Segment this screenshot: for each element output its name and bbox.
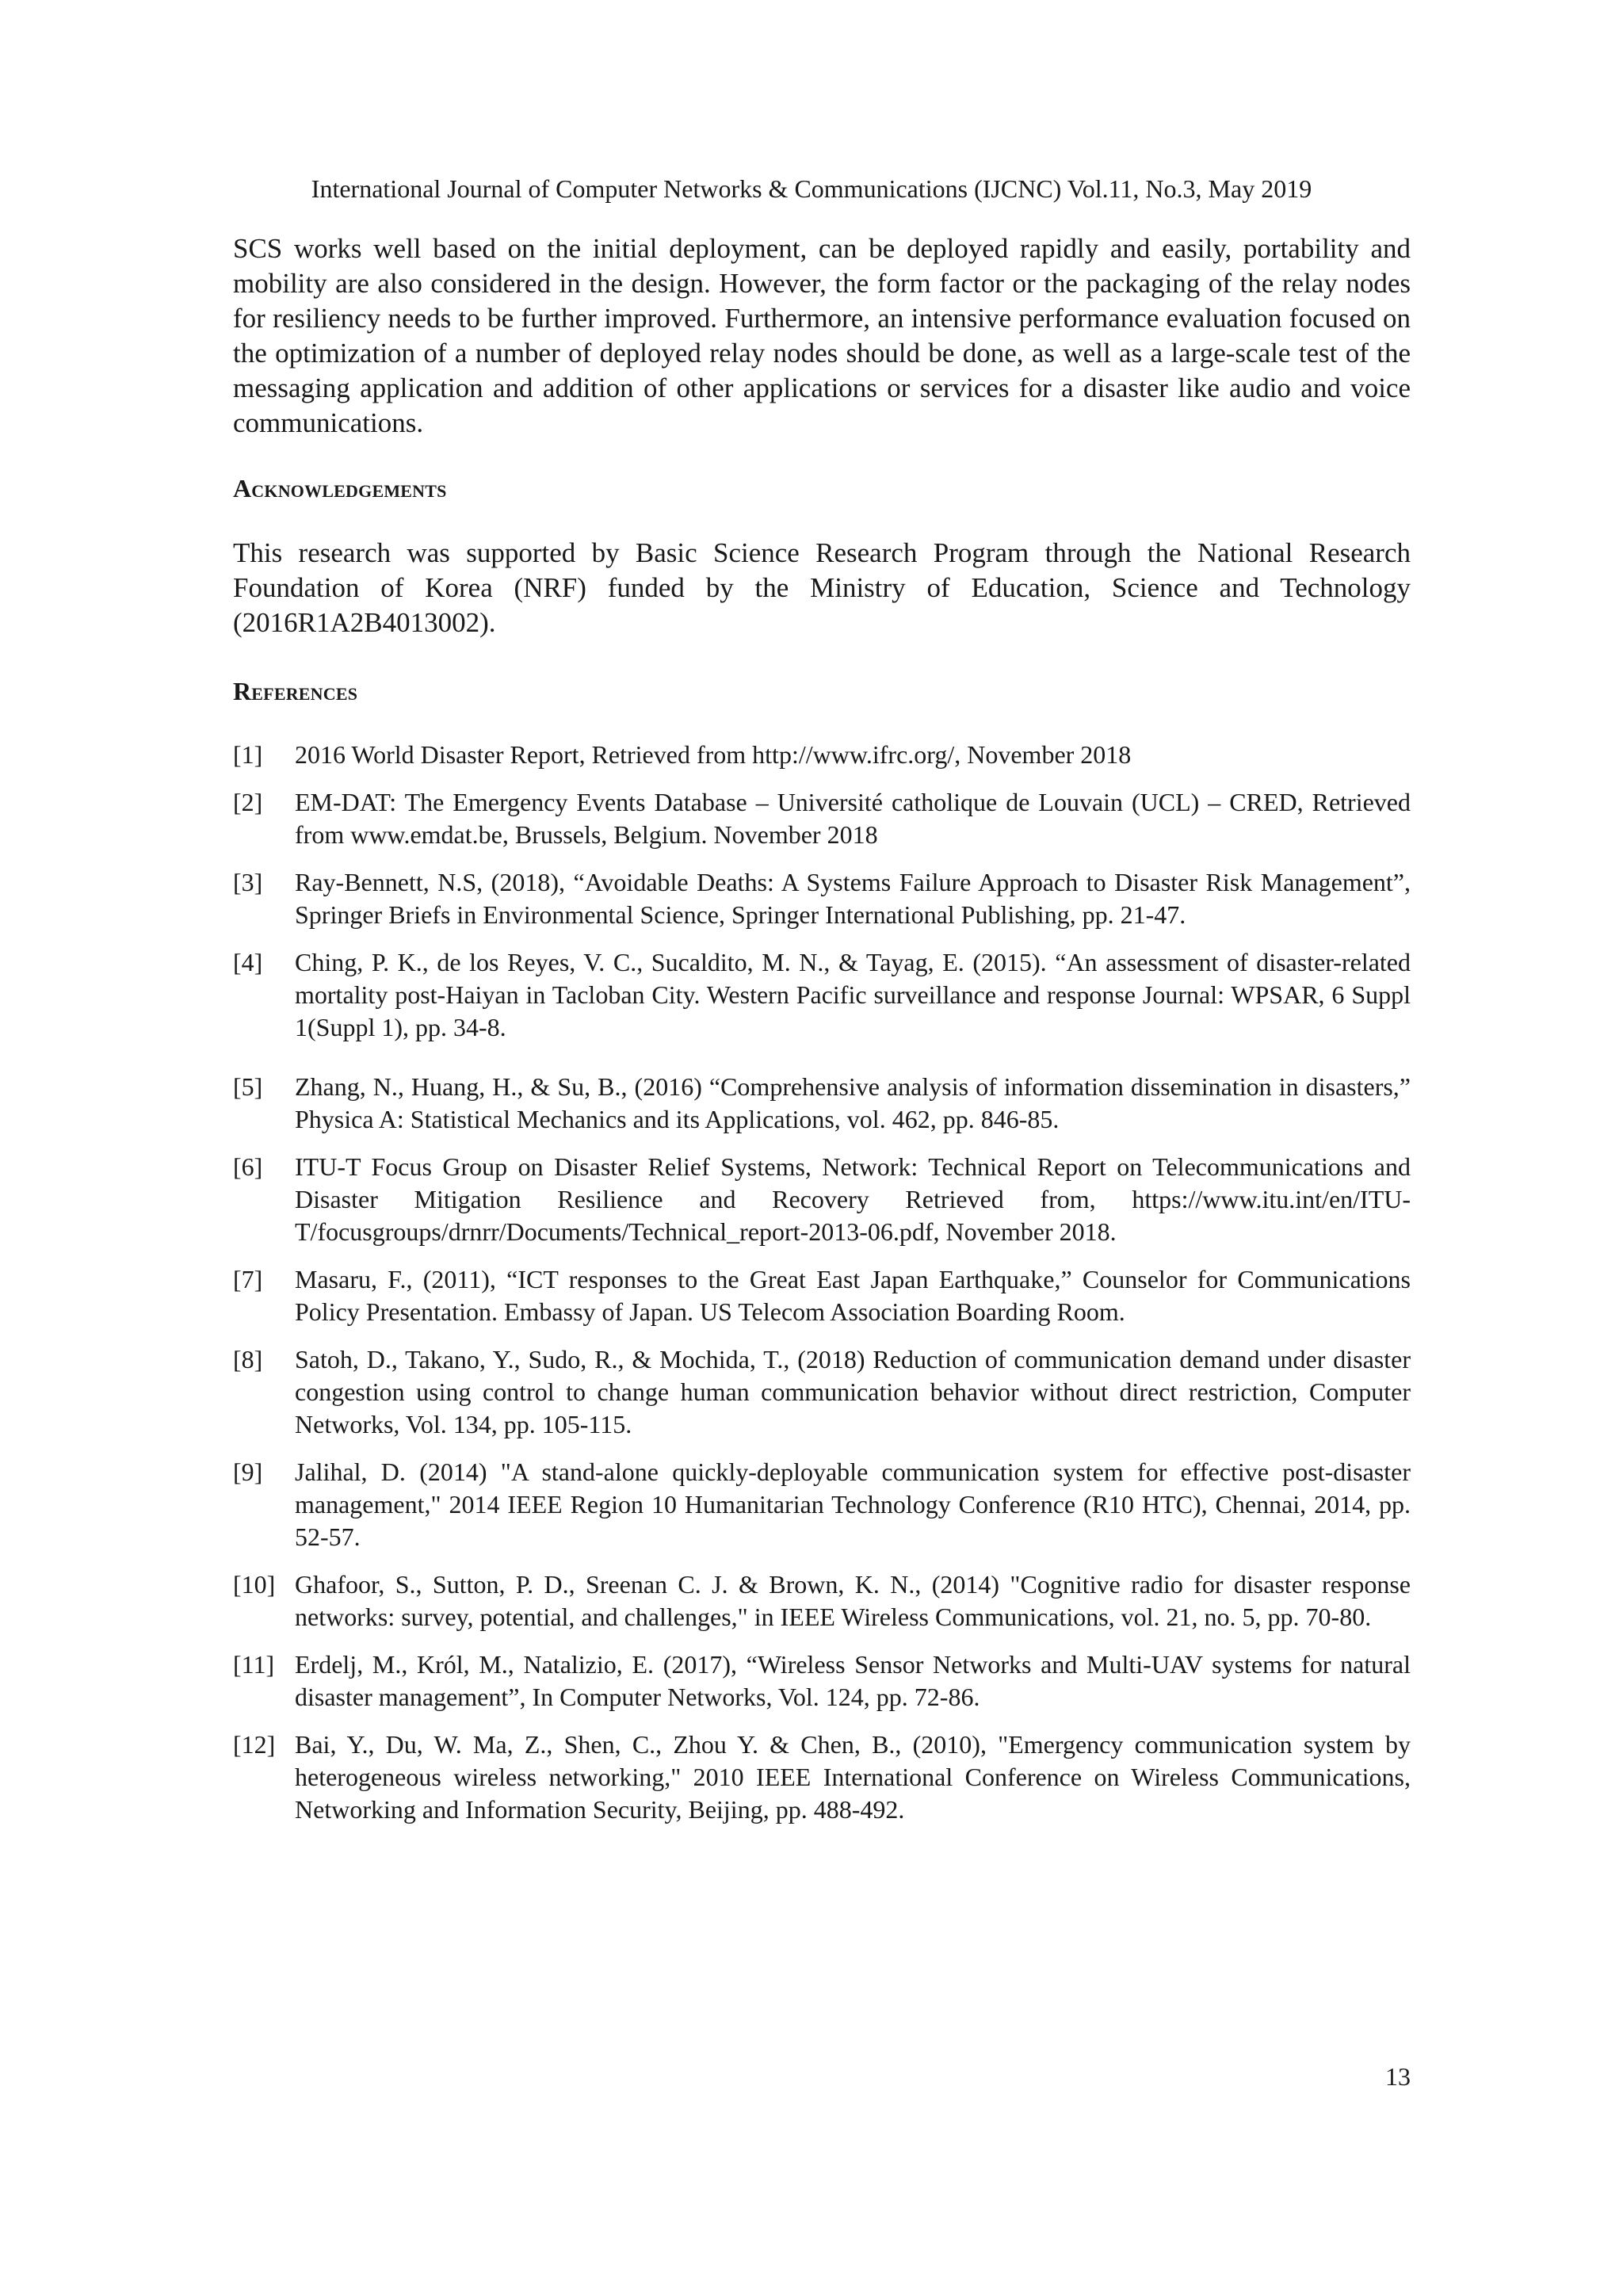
reference-item [233, 946, 1411, 1044]
reference-number: [1] [233, 740, 263, 769]
reference-item [233, 1071, 1411, 1136]
reference-item [233, 1648, 1411, 1713]
acknowledgements-heading: Acknowledgements [233, 474, 447, 502]
reference-number: [5] [233, 1072, 263, 1101]
reference-text: 2016 World Disaster Report, Retrieved from http://www.ifrc.org/, November 2018 [295, 740, 1132, 769]
reference-number: [10] [233, 1570, 276, 1599]
reference-number: [2] [233, 788, 263, 816]
reference-item [233, 1263, 1411, 1328]
reference-number: [6] [233, 1152, 263, 1181]
reference-text: Ching, P. K., de los Reyes, V. C., Sucaldito, M. N., & Tayag, E. (2015). “An assessment of disaster-related mortality post-Haiyan in Tacloban City. Western Pacific surveillance and response Journal: WPSAR, 6 Suppl 1(Suppl 1), pp. 34-8. [295, 948, 1411, 1041]
references-heading: References [233, 677, 358, 705]
reference-text: Ghafoor, S., Sutton, P. D., Sreenan C. J. & Brown, K. N., (2014) "Cognitive radio for disaster response networks: survey, potential, and challenges," in IEEE Wireless Communications, vol. 21, no. 5, pp. 70-80. [295, 1570, 1411, 1631]
reference-number: [12] [233, 1730, 276, 1759]
acknowledgements-text: This research was supported by Basic Science Research Program through the National Research Foundation of Korea (NRF) funded by the Ministry of Education, Science and Technology (2016R1A2B4013002). [233, 537, 1411, 638]
page-content [233, 231, 1411, 1841]
reference-text: Zhang, N., Huang, H., & Su, B., (2016) “Comprehensive analysis of information dissemination in disasters,” Physica A: Statistical Mechanics and its Applications, vol. 462, pp. 846-85. [295, 1072, 1411, 1133]
reference-list [233, 739, 1411, 1826]
running-header: International Journal of Computer Networks & Communications (IJCNC) Vol.11, No.3, May 2019 [311, 174, 1312, 203]
reference-text: ITU-T Focus Group on Disaster Relief Systems, Network: Technical Report on Telecommunications and Disaster Mitigation Resilience and Recovery Retrieved from, https://www.itu.int/en/ITU-T/focusgroups/drnrr/Documents/Technical_report-2013-06.pdf, November 2018. [295, 1152, 1411, 1246]
reference-item [233, 866, 1411, 931]
intro-paragraph: SCS works well based on the initial deployment, can be deployed rapidly and easily, portability and mobility are also considered in the design. However, the form factor or the packaging of the relay nodes for resiliency needs to be further improved. Furthermore, an intensive performance evaluation focused on the optimization of a number of deployed relay nodes should be done, as well as a large-scale test of the messaging application and addition of other applications or services for a disaster like audio and voice communications. [233, 233, 1411, 438]
reference-item [233, 1343, 1411, 1441]
reference-item [233, 1729, 1411, 1826]
reference-text: EM-DAT: The Emergency Events Database – Université catholique de Louvain (UCL) – CRED, Retrieved from www.emdat.be, Brussels, Belgium. November 2018 [295, 788, 1411, 849]
reference-text: Ray-Bennett, N.S, (2018), “Avoidable Deaths: A Systems Failure Approach to Disaster Risk Management”, Springer Briefs in Environmental Science, Springer International Publishing, pp. 21-47. [295, 868, 1411, 929]
reference-item [233, 1568, 1411, 1633]
reference-text: Masaru, F., (2011), “ICT responses to the Great East Japan Earthquake,” Counselor for Communications Policy Presentation. Embassy of Japan. US Telecom Association Boarding Room. [295, 1265, 1411, 1326]
reference-number: [9] [233, 1457, 263, 1486]
page-number: 13 [1385, 2062, 1411, 2091]
reference-text: Satoh, D., Takano, Y., Sudo, R., & Mochida, T., (2018) Reduction of communication demand under disaster congestion using control to change human communication behavior without direct restriction, Computer Networks, Vol. 134, pp. 105-115. [295, 1345, 1411, 1438]
reference-number: [7] [233, 1265, 263, 1293]
reference-text: Jalihal, D. (2014) "A stand-alone quickly-deployable communication system for effective post-disaster management," 2014 IEEE Region 10 Humanitarian Technology Conference (R10 HTC), Chennai, 2014, pp. 52-57. [295, 1457, 1411, 1551]
reference-number: [4] [233, 948, 263, 976]
reference-number: [8] [233, 1345, 263, 1373]
reference-text: Erdelj, M., Król, M., Natalizio, E. (2017), “Wireless Sensor Networks and Multi-UAV systems for natural disaster management”, In Computer Networks, Vol. 124, pp. 72-86. [295, 1650, 1411, 1711]
reference-item [233, 786, 1411, 851]
reference-text: Bai, Y., Du, W. Ma, Z., Shen, C., Zhou Y. & Chen, B., (2010), "Emergency communication system by heterogeneous wireless networking," 2010 IEEE International Conference on Wireless Communications, Networking and Information Security, Beijing, pp. 488-492. [295, 1730, 1411, 1824]
reference-number: [11] [233, 1650, 275, 1679]
reference-number: [3] [233, 868, 263, 896]
reference-item [233, 1456, 1411, 1553]
reference-item [233, 739, 1411, 771]
reference-item [233, 1151, 1411, 1248]
